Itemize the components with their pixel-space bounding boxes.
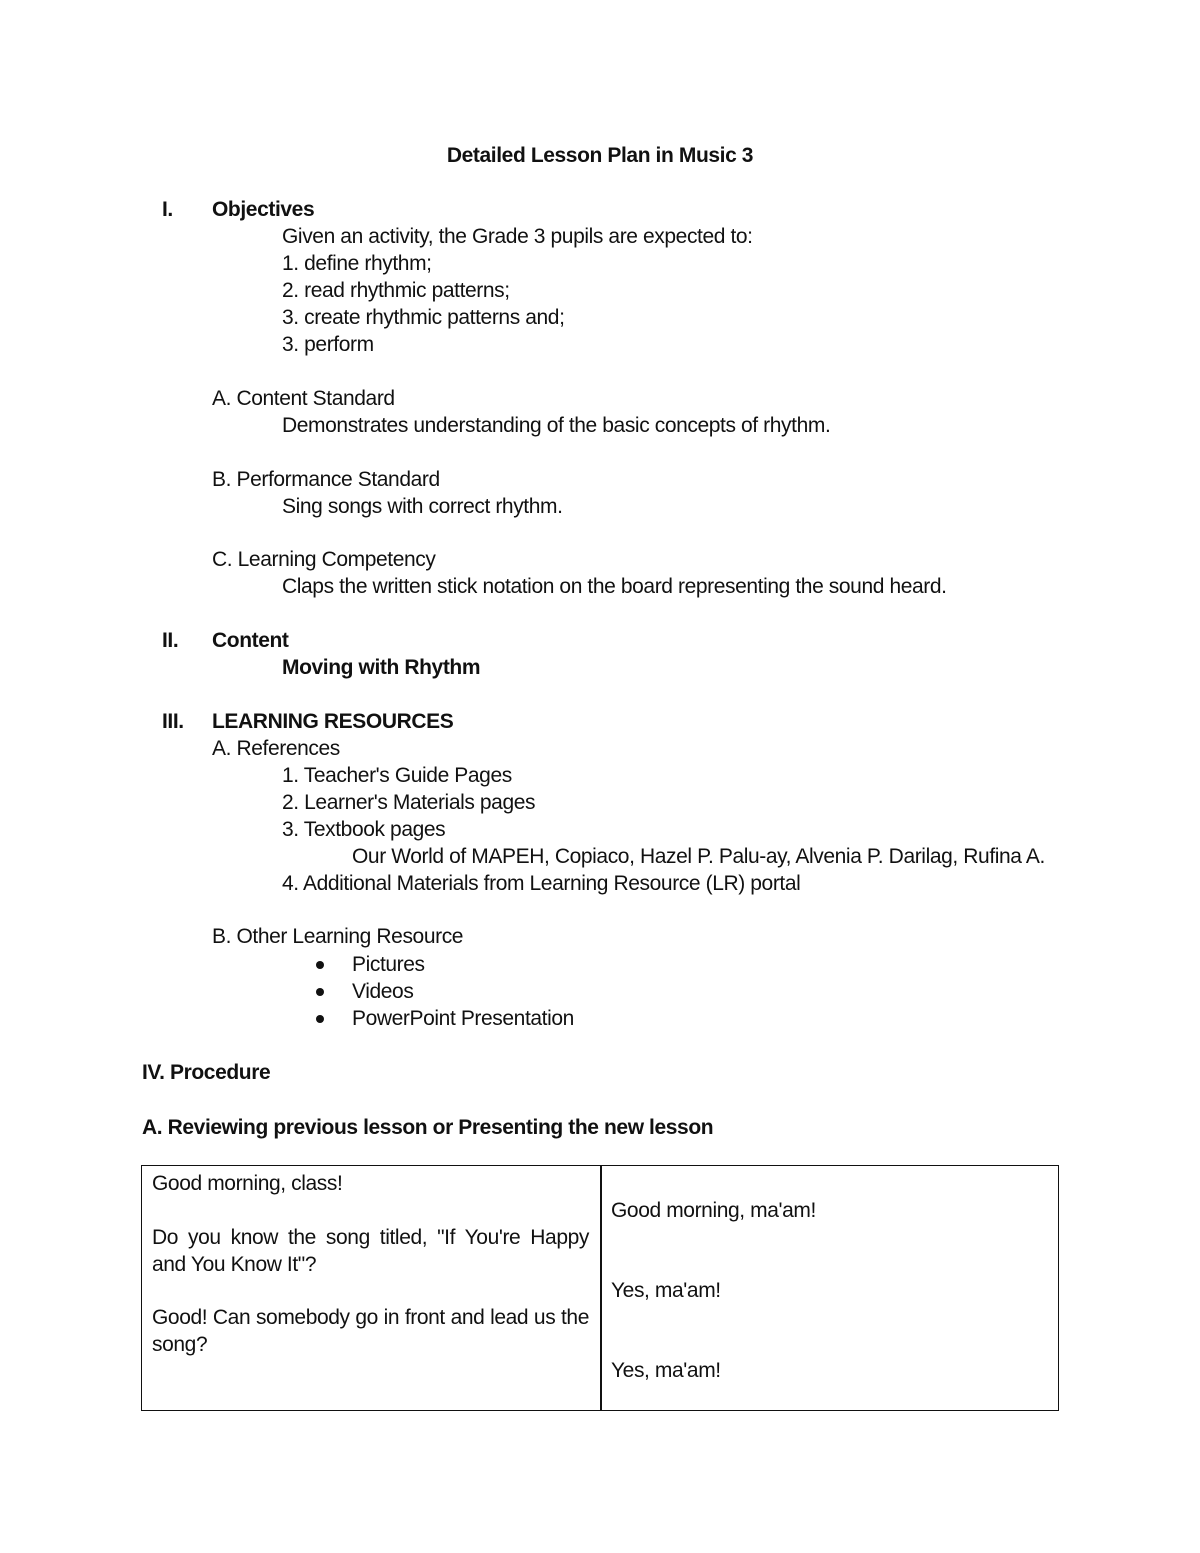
other-resource-item: Videos xyxy=(352,980,414,1003)
objective-item: 2. read rhythmic patterns; xyxy=(282,279,510,302)
content-standard-text: Demonstrates understanding of the basic concepts of rhythm. xyxy=(282,414,831,437)
reference-item: 2. Learner's Materials pages xyxy=(282,791,536,814)
other-resource-item: PowerPoint Presentation xyxy=(352,1007,574,1030)
content-standard-label: A. Content Standard xyxy=(212,387,395,410)
other-resources-label: B. Other Learning Resource xyxy=(212,925,464,948)
objectives-intro: Given an activity, the Grade 3 pupils are expected to: xyxy=(282,225,753,248)
pupil-line: Good morning, ma'am! xyxy=(611,1199,816,1222)
procedure-subheading: A. Reviewing previous lesson or Presenting the new lesson xyxy=(142,1116,714,1139)
textbook-detail: Our World of MAPEH, Copiaco, Hazel P. Palu-ay, Alvenia P. Darilag, Rufina A. xyxy=(352,845,1045,868)
teacher-line: Do you know the song titled, "If You're Happy and You Know It"? xyxy=(152,1226,589,1276)
content-topic: Moving with Rhythm xyxy=(282,656,481,679)
section-heading-objectives: Objectives xyxy=(212,198,315,221)
objective-item: 3. perform xyxy=(282,333,374,356)
learning-competency-text: Claps the written stick notation on the board representing the sound heard. xyxy=(282,575,947,598)
additional-materials: 4. Additional Materials from Learning Resource (LR) portal xyxy=(282,872,801,895)
reference-item: 3. Textbook pages xyxy=(282,818,446,841)
objective-item: 1. define rhythm; xyxy=(282,252,432,275)
teacher-line: Good morning, class! xyxy=(152,1172,343,1195)
performance-standard-label: B. Performance Standard xyxy=(212,468,440,491)
table-divider xyxy=(600,1166,602,1410)
teacher-line: Good! Can somebody go in front and lead us the song? xyxy=(152,1306,589,1356)
bullet-icon xyxy=(316,988,324,996)
objective-item: 3. create rhythmic patterns and; xyxy=(282,306,565,329)
section-numeral-resources: III. xyxy=(162,710,184,733)
pupil-line: Yes, ma'am! xyxy=(611,1359,721,1382)
learning-competency-label: C. Learning Competency xyxy=(212,548,436,571)
reference-item: 1. Teacher's Guide Pages xyxy=(282,764,512,787)
references-label: A. References xyxy=(212,737,340,760)
section-heading-resources: LEARNING RESOURCES xyxy=(212,710,454,733)
bullet-icon xyxy=(316,961,324,969)
procedure-heading: IV. Procedure xyxy=(142,1061,271,1084)
other-resource-item: Pictures xyxy=(352,953,425,976)
section-heading-content: Content xyxy=(212,629,289,652)
section-numeral-content: II. xyxy=(162,629,179,652)
page-title: Detailed Lesson Plan in Music 3 xyxy=(446,144,754,167)
pupil-line: Yes, ma'am! xyxy=(611,1279,721,1302)
bullet-icon xyxy=(316,1015,324,1023)
performance-standard-text: Sing songs with correct rhythm. xyxy=(282,495,563,518)
section-numeral-objectives: I. xyxy=(162,198,173,221)
procedure-table xyxy=(141,1165,1059,1411)
